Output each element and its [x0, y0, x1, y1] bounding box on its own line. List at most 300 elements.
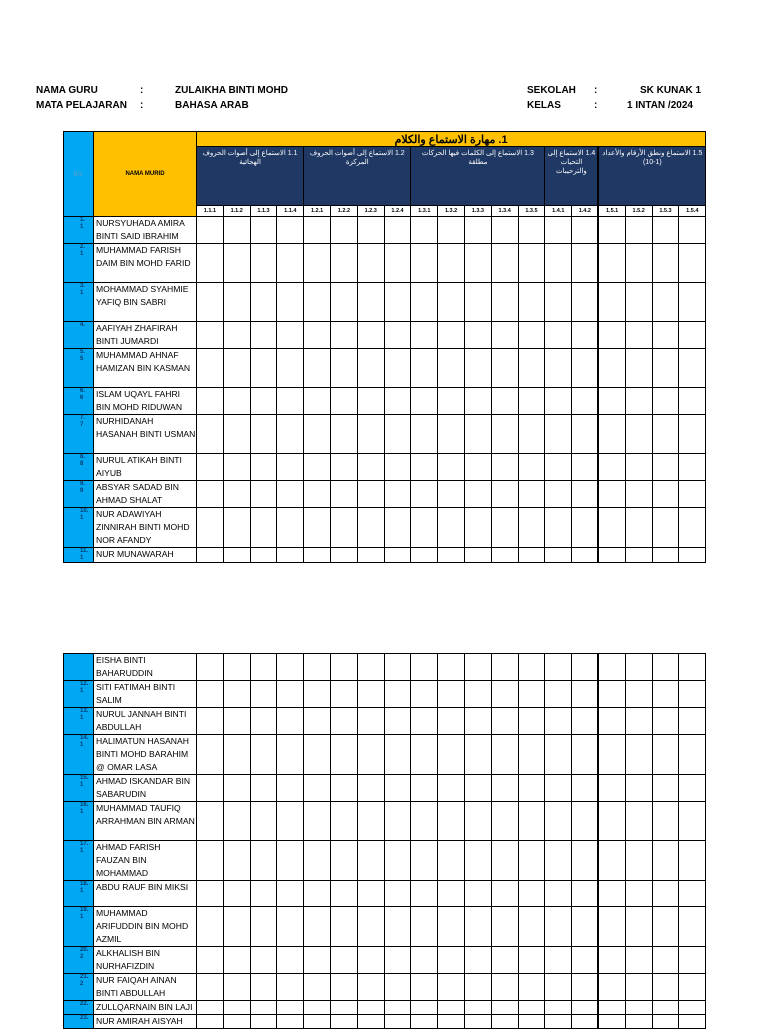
mark-cell[interactable]: [250, 217, 277, 244]
mark-cell[interactable]: [491, 1015, 518, 1029]
mark-cell[interactable]: [223, 1015, 250, 1029]
mark-cell[interactable]: [464, 775, 491, 802]
mark-cell[interactable]: [304, 735, 331, 775]
mark-cell[interactable]: [679, 508, 706, 548]
mark-cell[interactable]: [330, 1001, 357, 1015]
mark-cell[interactable]: [223, 974, 250, 1001]
mark-cell[interactable]: [223, 481, 250, 508]
mark-cell[interactable]: [304, 454, 331, 481]
mark-cell[interactable]: [277, 907, 304, 947]
mark-cell[interactable]: [545, 217, 572, 244]
mark-cell[interactable]: [464, 415, 491, 454]
mark-cell[interactable]: [545, 654, 572, 681]
mark-cell[interactable]: [625, 481, 652, 508]
mark-cell[interactable]: [330, 244, 357, 283]
mark-cell[interactable]: [679, 708, 706, 735]
mark-cell[interactable]: [491, 775, 518, 802]
mark-cell[interactable]: [438, 708, 465, 735]
mark-cell[interactable]: [330, 508, 357, 548]
mark-cell[interactable]: [598, 508, 625, 548]
mark-cell[interactable]: [464, 1015, 491, 1029]
mark-cell[interactable]: [357, 841, 384, 881]
mark-cell[interactable]: [545, 775, 572, 802]
mark-cell[interactable]: [304, 548, 331, 563]
mark-cell[interactable]: [545, 1015, 572, 1029]
mark-cell[interactable]: [491, 907, 518, 947]
mark-cell[interactable]: [545, 947, 572, 974]
mark-cell[interactable]: [357, 681, 384, 708]
mark-cell[interactable]: [491, 508, 518, 548]
mark-cell[interactable]: [384, 283, 411, 322]
mark-cell[interactable]: [679, 217, 706, 244]
mark-cell[interactable]: [411, 244, 438, 283]
mark-cell[interactable]: [625, 681, 652, 708]
mark-cell[interactable]: [250, 681, 277, 708]
mark-cell[interactable]: [330, 735, 357, 775]
mark-cell[interactable]: [384, 548, 411, 563]
mark-cell[interactable]: [625, 841, 652, 881]
mark-cell[interactable]: [679, 881, 706, 907]
mark-cell[interactable]: [464, 735, 491, 775]
mark-cell[interactable]: [330, 802, 357, 841]
mark-cell[interactable]: [277, 454, 304, 481]
mark-cell[interactable]: [545, 881, 572, 907]
mark-cell[interactable]: [464, 1001, 491, 1015]
mark-cell[interactable]: [598, 283, 625, 322]
mark-cell[interactable]: [518, 217, 545, 244]
mark-cell[interactable]: [518, 508, 545, 548]
mark-cell[interactable]: [464, 802, 491, 841]
mark-cell[interactable]: [411, 283, 438, 322]
mark-cell[interactable]: [277, 802, 304, 841]
mark-cell[interactable]: [491, 217, 518, 244]
mark-cell[interactable]: [652, 1001, 679, 1015]
mark-cell[interactable]: [545, 454, 572, 481]
mark-cell[interactable]: [679, 947, 706, 974]
mark-cell[interactable]: [277, 322, 304, 349]
mark-cell[interactable]: [652, 508, 679, 548]
mark-cell[interactable]: [545, 349, 572, 388]
mark-cell[interactable]: [411, 841, 438, 881]
mark-cell[interactable]: [330, 681, 357, 708]
mark-cell[interactable]: [438, 283, 465, 322]
mark-cell[interactable]: [598, 244, 625, 283]
mark-cell[interactable]: [572, 217, 599, 244]
mark-cell[interactable]: [223, 841, 250, 881]
mark-cell[interactable]: [304, 974, 331, 1001]
mark-cell[interactable]: [277, 415, 304, 454]
mark-cell[interactable]: [250, 454, 277, 481]
mark-cell[interactable]: [491, 1001, 518, 1015]
mark-cell[interactable]: [572, 735, 599, 775]
mark-cell[interactable]: [545, 1001, 572, 1015]
mark-cell[interactable]: [625, 1015, 652, 1029]
mark-cell[interactable]: [652, 802, 679, 841]
mark-cell[interactable]: [438, 322, 465, 349]
mark-cell[interactable]: [250, 388, 277, 415]
mark-cell[interactable]: [223, 454, 250, 481]
mark-cell[interactable]: [652, 681, 679, 708]
mark-cell[interactable]: [518, 322, 545, 349]
mark-cell[interactable]: [652, 454, 679, 481]
mark-cell[interactable]: [491, 415, 518, 454]
mark-cell[interactable]: [411, 322, 438, 349]
mark-cell[interactable]: [411, 881, 438, 907]
mark-cell[interactable]: [625, 454, 652, 481]
mark-cell[interactable]: [197, 508, 224, 548]
mark-cell[interactable]: [384, 802, 411, 841]
mark-cell[interactable]: [598, 841, 625, 881]
mark-cell[interactable]: [223, 283, 250, 322]
mark-cell[interactable]: [491, 283, 518, 322]
mark-cell[interactable]: [652, 881, 679, 907]
mark-cell[interactable]: [197, 881, 224, 907]
mark-cell[interactable]: [384, 388, 411, 415]
mark-cell[interactable]: [625, 322, 652, 349]
mark-cell[interactable]: [625, 388, 652, 415]
mark-cell[interactable]: [223, 802, 250, 841]
mark-cell[interactable]: [197, 907, 224, 947]
mark-cell[interactable]: [277, 654, 304, 681]
mark-cell[interactable]: [464, 708, 491, 735]
mark-cell[interactable]: [491, 349, 518, 388]
mark-cell[interactable]: [223, 947, 250, 974]
mark-cell[interactable]: [545, 802, 572, 841]
mark-cell[interactable]: [411, 654, 438, 681]
mark-cell[interactable]: [572, 681, 599, 708]
mark-cell[interactable]: [464, 881, 491, 907]
mark-cell[interactable]: [572, 454, 599, 481]
mark-cell[interactable]: [384, 708, 411, 735]
mark-cell[interactable]: [304, 841, 331, 881]
mark-cell[interactable]: [197, 681, 224, 708]
mark-cell[interactable]: [572, 388, 599, 415]
mark-cell[interactable]: [598, 349, 625, 388]
mark-cell[interactable]: [304, 388, 331, 415]
mark-cell[interactable]: [411, 415, 438, 454]
mark-cell[interactable]: [652, 283, 679, 322]
mark-cell[interactable]: [572, 481, 599, 508]
mark-cell[interactable]: [357, 974, 384, 1001]
mark-cell[interactable]: [598, 735, 625, 775]
mark-cell[interactable]: [438, 415, 465, 454]
mark-cell[interactable]: [518, 681, 545, 708]
mark-cell[interactable]: [518, 349, 545, 388]
mark-cell[interactable]: [304, 508, 331, 548]
mark-cell[interactable]: [652, 654, 679, 681]
mark-cell[interactable]: [438, 654, 465, 681]
mark-cell[interactable]: [438, 349, 465, 388]
mark-cell[interactable]: [438, 548, 465, 563]
mark-cell[interactable]: [625, 508, 652, 548]
mark-cell[interactable]: [652, 415, 679, 454]
mark-cell[interactable]: [572, 349, 599, 388]
mark-cell[interactable]: [545, 735, 572, 775]
mark-cell[interactable]: [679, 735, 706, 775]
mark-cell[interactable]: [545, 322, 572, 349]
mark-cell[interactable]: [625, 654, 652, 681]
mark-cell[interactable]: [197, 841, 224, 881]
mark-cell[interactable]: [518, 454, 545, 481]
mark-cell[interactable]: [598, 681, 625, 708]
mark-cell[interactable]: [625, 974, 652, 1001]
mark-cell[interactable]: [572, 947, 599, 974]
mark-cell[interactable]: [518, 974, 545, 1001]
mark-cell[interactable]: [572, 322, 599, 349]
mark-cell[interactable]: [223, 388, 250, 415]
mark-cell[interactable]: [197, 388, 224, 415]
mark-cell[interactable]: [491, 802, 518, 841]
mark-cell[interactable]: [357, 708, 384, 735]
mark-cell[interactable]: [250, 349, 277, 388]
mark-cell[interactable]: [625, 802, 652, 841]
mark-cell[interactable]: [545, 841, 572, 881]
mark-cell[interactable]: [652, 388, 679, 415]
mark-cell[interactable]: [438, 735, 465, 775]
mark-cell[interactable]: [652, 349, 679, 388]
mark-cell[interactable]: [598, 481, 625, 508]
mark-cell[interactable]: [357, 244, 384, 283]
mark-cell[interactable]: [572, 974, 599, 1001]
mark-cell[interactable]: [625, 708, 652, 735]
mark-cell[interactable]: [572, 654, 599, 681]
mark-cell[interactable]: [491, 708, 518, 735]
mark-cell[interactable]: [679, 907, 706, 947]
mark-cell[interactable]: [250, 775, 277, 802]
mark-cell[interactable]: [438, 907, 465, 947]
mark-cell[interactable]: [679, 654, 706, 681]
mark-cell[interactable]: [625, 415, 652, 454]
mark-cell[interactable]: [464, 349, 491, 388]
mark-cell[interactable]: [357, 654, 384, 681]
mark-cell[interactable]: [598, 388, 625, 415]
mark-cell[interactable]: [679, 974, 706, 1001]
mark-cell[interactable]: [223, 708, 250, 735]
mark-cell[interactable]: [304, 802, 331, 841]
mark-cell[interactable]: [223, 217, 250, 244]
mark-cell[interactable]: [491, 654, 518, 681]
mark-cell[interactable]: [625, 244, 652, 283]
mark-cell[interactable]: [250, 244, 277, 283]
mark-cell[interactable]: [357, 881, 384, 907]
mark-cell[interactable]: [330, 907, 357, 947]
mark-cell[interactable]: [411, 349, 438, 388]
mark-cell[interactable]: [598, 947, 625, 974]
mark-cell[interactable]: [438, 454, 465, 481]
mark-cell[interactable]: [304, 283, 331, 322]
mark-cell[interactable]: [277, 244, 304, 283]
mark-cell[interactable]: [679, 548, 706, 563]
mark-cell[interactable]: [384, 907, 411, 947]
mark-cell[interactable]: [277, 481, 304, 508]
mark-cell[interactable]: [197, 244, 224, 283]
mark-cell[interactable]: [625, 881, 652, 907]
mark-cell[interactable]: [250, 1015, 277, 1029]
mark-cell[interactable]: [330, 974, 357, 1001]
mark-cell[interactable]: [250, 881, 277, 907]
mark-cell[interactable]: [197, 322, 224, 349]
mark-cell[interactable]: [277, 881, 304, 907]
mark-cell[interactable]: [545, 415, 572, 454]
mark-cell[interactable]: [197, 735, 224, 775]
mark-cell[interactable]: [384, 415, 411, 454]
mark-cell[interactable]: [625, 283, 652, 322]
mark-cell[interactable]: [491, 388, 518, 415]
mark-cell[interactable]: [491, 322, 518, 349]
mark-cell[interactable]: [572, 881, 599, 907]
mark-cell[interactable]: [330, 454, 357, 481]
mark-cell[interactable]: [250, 708, 277, 735]
mark-cell[interactable]: [518, 415, 545, 454]
mark-cell[interactable]: [197, 481, 224, 508]
mark-cell[interactable]: [464, 508, 491, 548]
mark-cell[interactable]: [277, 388, 304, 415]
mark-cell[interactable]: [357, 947, 384, 974]
mark-cell[interactable]: [545, 481, 572, 508]
mark-cell[interactable]: [357, 322, 384, 349]
mark-cell[interactable]: [223, 244, 250, 283]
mark-cell[interactable]: [384, 349, 411, 388]
mark-cell[interactable]: [438, 947, 465, 974]
mark-cell[interactable]: [411, 481, 438, 508]
mark-cell[interactable]: [330, 1015, 357, 1029]
mark-cell[interactable]: [572, 907, 599, 947]
mark-cell[interactable]: [197, 654, 224, 681]
mark-cell[interactable]: [223, 775, 250, 802]
mark-cell[interactable]: [545, 907, 572, 947]
mark-cell[interactable]: [197, 708, 224, 735]
mark-cell[interactable]: [357, 775, 384, 802]
mark-cell[interactable]: [572, 244, 599, 283]
mark-cell[interactable]: [598, 708, 625, 735]
mark-cell[interactable]: [518, 654, 545, 681]
mark-cell[interactable]: [518, 283, 545, 322]
mark-cell[interactable]: [598, 322, 625, 349]
mark-cell[interactable]: [652, 548, 679, 563]
mark-cell[interactable]: [625, 349, 652, 388]
mark-cell[interactable]: [652, 907, 679, 947]
mark-cell[interactable]: [330, 322, 357, 349]
mark-cell[interactable]: [304, 1015, 331, 1029]
mark-cell[interactable]: [384, 974, 411, 1001]
mark-cell[interactable]: [679, 415, 706, 454]
mark-cell[interactable]: [598, 802, 625, 841]
mark-cell[interactable]: [545, 388, 572, 415]
mark-cell[interactable]: [384, 947, 411, 974]
mark-cell[interactable]: [598, 775, 625, 802]
mark-cell[interactable]: [464, 654, 491, 681]
mark-cell[interactable]: [464, 454, 491, 481]
mark-cell[interactable]: [679, 388, 706, 415]
mark-cell[interactable]: [357, 735, 384, 775]
mark-cell[interactable]: [411, 775, 438, 802]
mark-cell[interactable]: [250, 508, 277, 548]
mark-cell[interactable]: [679, 454, 706, 481]
mark-cell[interactable]: [330, 388, 357, 415]
mark-cell[interactable]: [384, 1001, 411, 1015]
mark-cell[interactable]: [223, 907, 250, 947]
mark-cell[interactable]: [197, 974, 224, 1001]
mark-cell[interactable]: [572, 508, 599, 548]
mark-cell[interactable]: [491, 681, 518, 708]
mark-cell[interactable]: [411, 1001, 438, 1015]
mark-cell[interactable]: [223, 681, 250, 708]
mark-cell[interactable]: [625, 548, 652, 563]
mark-cell[interactable]: [464, 841, 491, 881]
mark-cell[interactable]: [250, 283, 277, 322]
mark-cell[interactable]: [384, 508, 411, 548]
mark-cell[interactable]: [384, 841, 411, 881]
mark-cell[interactable]: [545, 708, 572, 735]
mark-cell[interactable]: [411, 735, 438, 775]
mark-cell[interactable]: [625, 947, 652, 974]
mark-cell[interactable]: [304, 481, 331, 508]
mark-cell[interactable]: [357, 548, 384, 563]
mark-cell[interactable]: [277, 735, 304, 775]
mark-cell[interactable]: [411, 681, 438, 708]
mark-cell[interactable]: [679, 283, 706, 322]
mark-cell[interactable]: [464, 974, 491, 1001]
mark-cell[interactable]: [357, 1015, 384, 1029]
mark-cell[interactable]: [572, 1015, 599, 1029]
mark-cell[interactable]: [277, 708, 304, 735]
mark-cell[interactable]: [304, 217, 331, 244]
mark-cell[interactable]: [223, 548, 250, 563]
mark-cell[interactable]: [277, 974, 304, 1001]
mark-cell[interactable]: [411, 388, 438, 415]
mark-cell[interactable]: [411, 947, 438, 974]
mark-cell[interactable]: [411, 508, 438, 548]
mark-cell[interactable]: [464, 244, 491, 283]
mark-cell[interactable]: [223, 654, 250, 681]
mark-cell[interactable]: [518, 1015, 545, 1029]
mark-cell[interactable]: [652, 947, 679, 974]
mark-cell[interactable]: [625, 775, 652, 802]
mark-cell[interactable]: [625, 907, 652, 947]
mark-cell[interactable]: [357, 508, 384, 548]
mark-cell[interactable]: [197, 283, 224, 322]
mark-cell[interactable]: [652, 322, 679, 349]
mark-cell[interactable]: [197, 454, 224, 481]
mark-cell[interactable]: [250, 947, 277, 974]
mark-cell[interactable]: [572, 415, 599, 454]
mark-cell[interactable]: [679, 681, 706, 708]
mark-cell[interactable]: [197, 1015, 224, 1029]
mark-cell[interactable]: [357, 388, 384, 415]
mark-cell[interactable]: [330, 283, 357, 322]
mark-cell[interactable]: [304, 349, 331, 388]
mark-cell[interactable]: [330, 548, 357, 563]
mark-cell[interactable]: [545, 283, 572, 322]
mark-cell[interactable]: [197, 775, 224, 802]
mark-cell[interactable]: [304, 881, 331, 907]
mark-cell[interactable]: [518, 548, 545, 563]
mark-cell[interactable]: [679, 322, 706, 349]
mark-cell[interactable]: [357, 454, 384, 481]
mark-cell[interactable]: [679, 775, 706, 802]
mark-cell[interactable]: [304, 775, 331, 802]
mark-cell[interactable]: [438, 881, 465, 907]
mark-cell[interactable]: [491, 548, 518, 563]
mark-cell[interactable]: [518, 244, 545, 283]
mark-cell[interactable]: [357, 217, 384, 244]
mark-cell[interactable]: [518, 1001, 545, 1015]
mark-cell[interactable]: [679, 244, 706, 283]
mark-cell[interactable]: [250, 974, 277, 1001]
mark-cell[interactable]: [384, 322, 411, 349]
mark-cell[interactable]: [572, 708, 599, 735]
mark-cell[interactable]: [545, 974, 572, 1001]
